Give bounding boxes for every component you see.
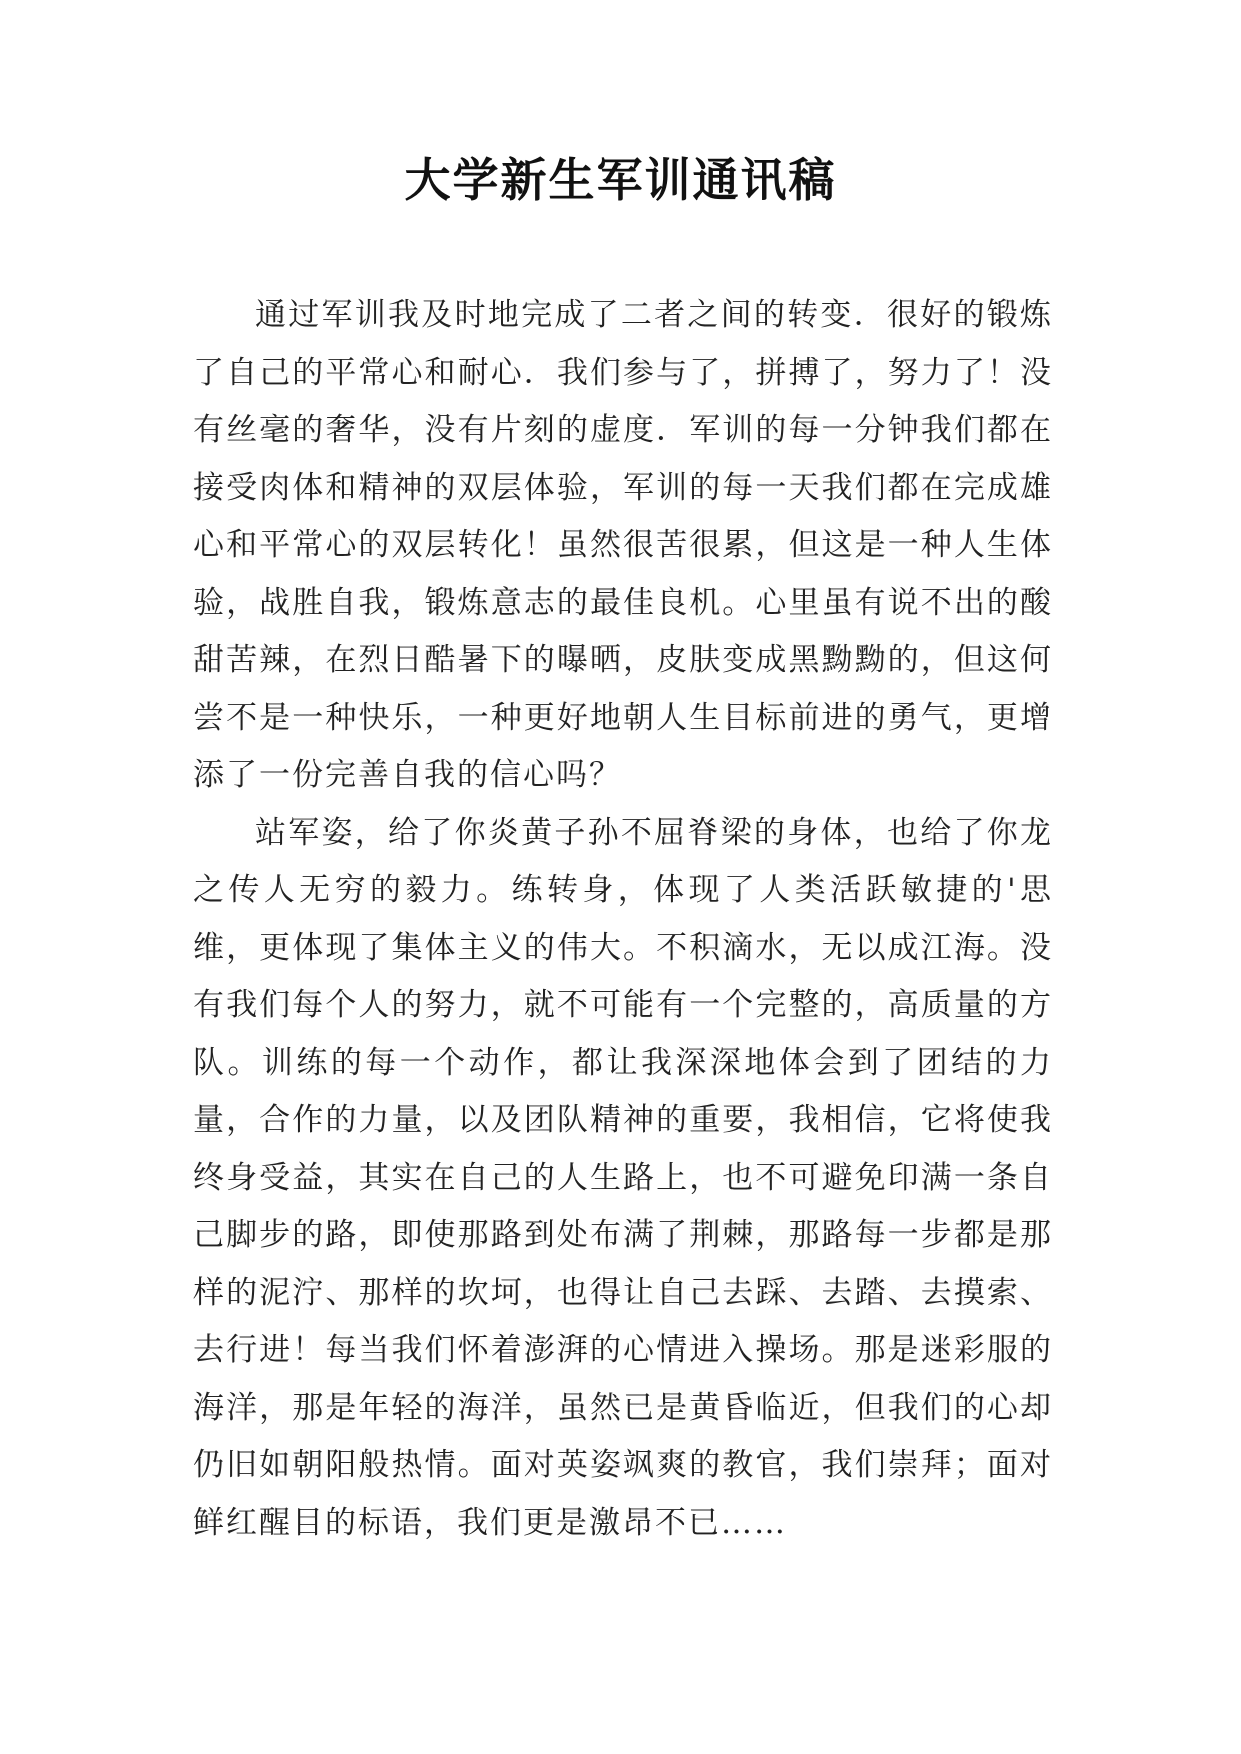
document-body: [193, 287, 1053, 1552]
body-paragraph: 通过军训我及时地完成了二者之间的转变．很好的锻炼了自己的平常心和耐心．我们参与了，拼搏了，努力了！没有丝毫的奢华，没有片刻的虚度．军训的每一分钟我们都在接受肉体和精神的双层体验，军训的每一天我们都在完成雄心和平常心的双层转化！虽然很苦很累，但这是一种人生体验，战胜自我，锻炼意志的最佳良机。心里虽有说不出的酸甜苦辣，在烈日酷暑下的曝晒，皮肤变成黑黝黝的，但这何尝不是一种快乐，一种更好地朝人生目标前进的勇气，更增添了一份完善自我的信心吗？: [193, 297, 1053, 793]
body-paragraph: 站军姿，给了你炎黄子孙不屈脊梁的身体，也给了你龙之传人无穷的毅力。练转身，体现了人类活跃敏捷的'思维，更体现了集体主义的伟大。不积滴水，无以成江海。没有我们每个人的努力，就不可能有一个完整的，高质量的方队。训练的每一个动作，都让我深深地体会到了团结的力量，合作的力量，以及团队精神的重要，我相信，它将使我终身受益，其实在自己的人生路上，也不可避免印满一条自己脚步的路，即使那路到处布满了荆棘，那路每一步都是那样的泥泞、那样的坎坷，也得让自己去踩、去踏、去摸索、去行进！每当我们怀着澎湃的心情进入操场。那是迷彩服的海洋，那是年轻的海洋，虽然已是黄昏临近，但我们的心却仍旧如朝阳般热情。面对英姿飒爽的教官，我们崇拜；面对鲜红醒目的标语，我们更是激昂不已……: [193, 814, 1053, 1541]
document-title: 大学新生军训通讯稿: [404, 153, 837, 207]
